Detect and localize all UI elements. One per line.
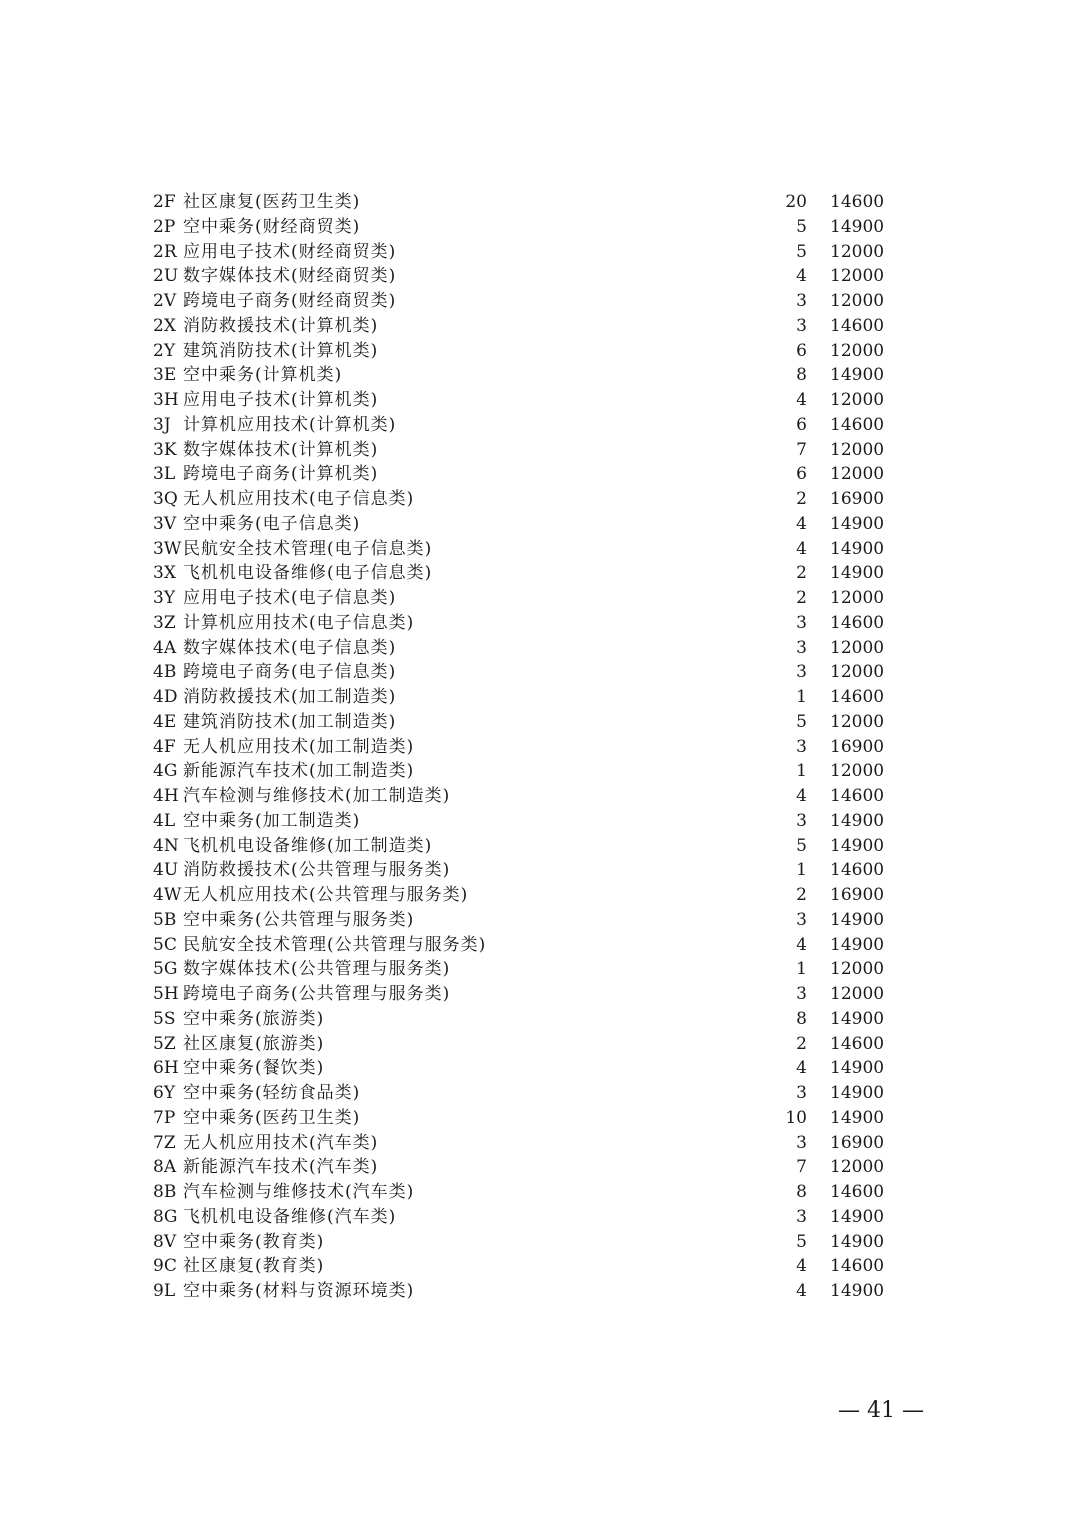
- table-row: [0, 883, 1080, 908]
- enrollment-table: [0, 190, 1080, 1304]
- table-row: [0, 1056, 1080, 1081]
- table-row: [0, 339, 1080, 364]
- major-name: 跨境电子商务(财经商贸类): [183, 291, 397, 311]
- major-name: 数字媒体技术(公共管理与服务类): [183, 959, 451, 980]
- table-row: [0, 413, 1080, 438]
- enrollment-count: 3: [796, 1206, 807, 1227]
- enrollment-count: 2: [796, 563, 807, 584]
- enrollment-count: 4: [796, 538, 807, 559]
- table-row: [0, 363, 1080, 388]
- enrollment-count: 4: [796, 513, 807, 534]
- tuition-fee: 12000: [830, 439, 885, 460]
- table-row: [0, 735, 1080, 760]
- major-name: 无人机应用技术(汽车类): [183, 1132, 379, 1153]
- major-name: 空中乘务(计算机类): [183, 365, 343, 386]
- major-name: 空中乘务(加工制造类): [183, 810, 361, 831]
- major-name: 民航安全技术管理(电子信息类): [183, 538, 433, 559]
- enrollment-count: 4: [796, 1281, 807, 1301]
- table-row: [0, 240, 1080, 265]
- enrollment-count: 7: [796, 439, 807, 460]
- major-name: 新能源汽车技术(汽车类): [183, 1157, 379, 1178]
- enrollment-count: 7: [796, 1157, 807, 1178]
- tuition-fee: 12000: [830, 984, 885, 1004]
- table-row: [0, 685, 1080, 710]
- table-row: [0, 858, 1080, 883]
- table-row: [0, 1155, 1080, 1180]
- major-code: 2X: [153, 315, 176, 336]
- major-name: 空中乘务(教育类): [183, 1231, 325, 1252]
- enrollment-count: 20: [785, 192, 807, 212]
- major-code: 8V: [153, 1231, 177, 1252]
- major-code: 3V: [153, 513, 177, 534]
- major-code: 8B: [153, 1182, 177, 1202]
- major-name: 建筑消防技术(加工制造类): [183, 711, 397, 732]
- table-row: [0, 388, 1080, 413]
- enrollment-count: 3: [796, 637, 807, 658]
- major-code: 4N: [153, 835, 179, 856]
- enrollment-count: 4: [796, 266, 807, 287]
- enrollment-count: 3: [796, 1083, 807, 1103]
- major-name: 飞机机电设备维修(加工制造类): [183, 835, 433, 856]
- table-row: [0, 561, 1080, 586]
- tuition-fee: 12000: [830, 588, 885, 608]
- table-row: [0, 834, 1080, 859]
- major-code: 6H: [153, 1058, 179, 1079]
- tuition-fee: 16900: [830, 885, 885, 905]
- table-row: [0, 190, 1080, 215]
- enrollment-count: 4: [796, 390, 807, 410]
- major-code: 4H: [153, 786, 179, 806]
- major-name: 跨境电子商务(计算机类): [183, 464, 379, 485]
- enrollment-count: 4: [796, 1058, 807, 1079]
- major-code: 2V: [153, 291, 177, 311]
- tuition-fee: 16900: [830, 1132, 885, 1153]
- major-code: 7P: [153, 1107, 176, 1128]
- major-name: 社区康复(教育类): [183, 1256, 325, 1277]
- tuition-fee: 12000: [830, 390, 885, 410]
- major-name: 飞机机电设备维修(电子信息类): [183, 563, 433, 584]
- major-name: 空中乘务(财经商贸类): [183, 216, 361, 237]
- tuition-fee: 12000: [830, 959, 885, 980]
- enrollment-count: 3: [796, 736, 807, 757]
- table-row: [0, 215, 1080, 240]
- tuition-fee: 14600: [830, 315, 885, 336]
- tuition-fee: 14900: [830, 1008, 885, 1029]
- major-code: 5Z: [153, 1033, 176, 1054]
- tuition-fee: 12000: [830, 291, 885, 311]
- table-row: [0, 289, 1080, 314]
- enrollment-count: 4: [796, 786, 807, 806]
- tuition-fee: 14900: [830, 563, 885, 584]
- table-row: [0, 1279, 1080, 1304]
- major-code: 3L: [153, 464, 176, 485]
- table-row: [0, 1180, 1080, 1205]
- table-row: [0, 660, 1080, 685]
- enrollment-count: 1: [796, 860, 807, 881]
- major-name: 空中乘务(材料与资源环境类): [183, 1281, 415, 1301]
- enrollment-count: 2: [796, 588, 807, 608]
- table-row: [0, 759, 1080, 784]
- table-row: [0, 982, 1080, 1007]
- enrollment-count: 6: [796, 414, 807, 435]
- tuition-fee: 14900: [830, 909, 885, 930]
- major-name: 空中乘务(轻纺食品类): [183, 1083, 361, 1103]
- major-name: 数字媒体技术(计算机类): [183, 439, 379, 460]
- enrollment-count: 8: [796, 1182, 807, 1202]
- table-row: [0, 314, 1080, 339]
- table-row: [0, 1007, 1080, 1032]
- tuition-fee: 12000: [830, 637, 885, 658]
- tuition-fee: 12000: [830, 662, 885, 683]
- enrollment-count: 3: [796, 291, 807, 311]
- major-code: 5B: [153, 909, 177, 930]
- major-name: 消防救援技术(加工制造类): [183, 687, 397, 707]
- table-row: [0, 1254, 1080, 1279]
- table-row: [0, 1205, 1080, 1230]
- enrollment-count: 5: [796, 1231, 807, 1252]
- major-name: 数字媒体技术(电子信息类): [183, 637, 397, 658]
- major-code: 4D: [153, 687, 178, 707]
- enrollment-count: 3: [796, 810, 807, 831]
- tuition-fee: 14900: [830, 1231, 885, 1252]
- major-name: 汽车检测与维修技术(加工制造类): [183, 786, 451, 806]
- major-code: 7Z: [153, 1132, 176, 1153]
- major-name: 应用电子技术(计算机类): [183, 390, 379, 410]
- major-code: 3W: [153, 538, 182, 559]
- major-code: 4E: [153, 711, 177, 732]
- enrollment-count: 2: [796, 885, 807, 905]
- table-row: [0, 809, 1080, 834]
- tuition-fee: 14900: [830, 1107, 885, 1128]
- major-name: 飞机机电设备维修(汽车类): [183, 1206, 397, 1227]
- table-row: [0, 264, 1080, 289]
- major-code: 5H: [153, 984, 179, 1004]
- table-row: [0, 636, 1080, 661]
- major-name: 社区康复(旅游类): [183, 1033, 325, 1054]
- major-name: 社区康复(医药卫生类): [183, 192, 361, 212]
- major-code: 3J: [153, 414, 171, 435]
- enrollment-count: 3: [796, 909, 807, 930]
- table-row: [0, 487, 1080, 512]
- major-name: 应用电子技术(电子信息类): [183, 588, 397, 608]
- major-code: 6Y: [153, 1083, 176, 1103]
- major-code: 4U: [153, 860, 179, 881]
- table-row: [0, 908, 1080, 933]
- major-name: 空中乘务(餐饮类): [183, 1058, 325, 1079]
- major-code: 4F: [153, 736, 176, 757]
- major-code: 3Z: [153, 612, 176, 633]
- tuition-fee: 14600: [830, 1182, 885, 1202]
- table-row: [0, 1106, 1080, 1131]
- table-row: [0, 1032, 1080, 1057]
- tuition-fee: 14900: [830, 1083, 885, 1103]
- major-name: 无人机应用技术(加工制造类): [183, 736, 415, 757]
- major-name: 数字媒体技术(财经商贸类): [183, 266, 397, 287]
- major-code: 4L: [153, 810, 176, 831]
- enrollment-count: 5: [796, 216, 807, 237]
- major-code: 5C: [153, 934, 177, 955]
- major-code: 5S: [153, 1008, 176, 1029]
- major-name: 空中乘务(医药卫生类): [183, 1107, 361, 1128]
- enrollment-count: 3: [796, 662, 807, 683]
- enrollment-count: 8: [796, 1008, 807, 1029]
- enrollment-count: 6: [796, 340, 807, 361]
- major-code: 8A: [153, 1157, 177, 1178]
- tuition-fee: 12000: [830, 711, 885, 732]
- tuition-fee: 14900: [830, 1281, 885, 1301]
- major-name: 应用电子技术(财经商贸类): [183, 241, 397, 262]
- major-name: 消防救援技术(计算机类): [183, 315, 379, 336]
- tuition-fee: 14900: [830, 835, 885, 856]
- major-code: 3K: [153, 439, 177, 460]
- enrollment-count: 2: [796, 489, 807, 509]
- tuition-fee: 16900: [830, 736, 885, 757]
- major-code: 3H: [153, 390, 179, 410]
- major-code: 4A: [153, 637, 177, 658]
- enrollment-count: 8: [796, 365, 807, 386]
- major-code: 4B: [153, 662, 177, 683]
- major-code: 9C: [153, 1256, 177, 1277]
- table-row: [0, 1131, 1080, 1156]
- tuition-fee: 12000: [830, 241, 885, 262]
- major-code: 3Q: [153, 489, 178, 509]
- tuition-fee: 14900: [830, 513, 885, 534]
- major-name: 建筑消防技术(计算机类): [183, 340, 379, 361]
- major-name: 空中乘务(电子信息类): [183, 513, 361, 534]
- major-code: 3X: [153, 563, 176, 584]
- tuition-fee: 12000: [830, 340, 885, 361]
- major-code: 2Y: [153, 340, 176, 361]
- tuition-fee: 16900: [830, 489, 885, 509]
- major-name: 跨境电子商务(公共管理与服务类): [183, 984, 451, 1004]
- major-code: 2U: [153, 266, 179, 287]
- major-name: 民航安全技术管理(公共管理与服务类): [183, 934, 487, 955]
- enrollment-count: 5: [796, 241, 807, 262]
- enrollment-count: 1: [796, 959, 807, 980]
- major-name: 计算机应用技术(电子信息类): [183, 612, 415, 633]
- enrollment-count: 6: [796, 464, 807, 485]
- major-name: 计算机应用技术(计算机类): [183, 414, 397, 435]
- tuition-fee: 14600: [830, 612, 885, 633]
- tuition-fee: 12000: [830, 266, 885, 287]
- enrollment-count: 3: [796, 612, 807, 633]
- enrollment-count: 4: [796, 934, 807, 955]
- enrollment-count: 5: [796, 835, 807, 856]
- major-code: 3E: [153, 365, 177, 386]
- tuition-fee: 12000: [830, 761, 885, 782]
- major-code: 5G: [153, 959, 178, 980]
- tuition-fee: 14600: [830, 860, 885, 881]
- tuition-fee: 14900: [830, 1058, 885, 1079]
- major-code: 4G: [153, 761, 178, 782]
- major-name: 空中乘务(旅游类): [183, 1008, 325, 1029]
- tuition-fee: 14600: [830, 1033, 885, 1054]
- major-code: 3Y: [153, 588, 176, 608]
- tuition-fee: 14900: [830, 810, 885, 831]
- major-code: 2P: [153, 216, 176, 237]
- enrollment-count: 3: [796, 1132, 807, 1153]
- tuition-fee: 12000: [830, 464, 885, 485]
- table-row: [0, 438, 1080, 463]
- tuition-fee: 14900: [830, 1206, 885, 1227]
- table-row: [0, 784, 1080, 809]
- tuition-fee: 14600: [830, 687, 885, 707]
- tuition-fee: 14900: [830, 365, 885, 386]
- enrollment-count: 1: [796, 687, 807, 707]
- table-row: [0, 462, 1080, 487]
- major-name: 跨境电子商务(电子信息类): [183, 662, 397, 683]
- tuition-fee: 14600: [830, 192, 885, 212]
- enrollment-count: 4: [796, 1256, 807, 1277]
- table-row: [0, 586, 1080, 611]
- table-row: [0, 537, 1080, 562]
- table-row: [0, 1081, 1080, 1106]
- tuition-fee: 14900: [830, 934, 885, 955]
- enrollment-count: 5: [796, 711, 807, 732]
- enrollment-count: 3: [796, 984, 807, 1004]
- table-row: [0, 512, 1080, 537]
- tuition-fee: 14600: [830, 1256, 885, 1277]
- enrollment-count: 1: [796, 761, 807, 782]
- tuition-fee: 14600: [830, 786, 885, 806]
- enrollment-count: 10: [785, 1107, 807, 1128]
- major-code: 2R: [153, 241, 177, 262]
- table-row: [0, 933, 1080, 958]
- page-number: — 41 —: [838, 1398, 924, 1423]
- major-code: 8G: [153, 1206, 178, 1227]
- tuition-fee: 14900: [830, 538, 885, 559]
- major-code: 2F: [153, 192, 176, 212]
- table-row: [0, 710, 1080, 735]
- table-row: [0, 957, 1080, 982]
- tuition-fee: 14600: [830, 414, 885, 435]
- enrollment-count: 2: [796, 1033, 807, 1054]
- major-name: 新能源汽车技术(加工制造类): [183, 761, 415, 782]
- enrollment-count: 3: [796, 315, 807, 336]
- major-name: 无人机应用技术(公共管理与服务类): [183, 885, 469, 905]
- major-name: 消防救援技术(公共管理与服务类): [183, 860, 451, 881]
- major-code: 4W: [153, 885, 182, 905]
- major-code: 9L: [153, 1281, 176, 1301]
- major-name: 无人机应用技术(电子信息类): [183, 489, 415, 509]
- table-row: [0, 1230, 1080, 1255]
- major-name: 汽车检测与维修技术(汽车类): [183, 1182, 415, 1202]
- table-row: [0, 611, 1080, 636]
- major-name: 空中乘务(公共管理与服务类): [183, 909, 415, 930]
- tuition-fee: 12000: [830, 1157, 885, 1178]
- tuition-fee: 14900: [830, 216, 885, 237]
